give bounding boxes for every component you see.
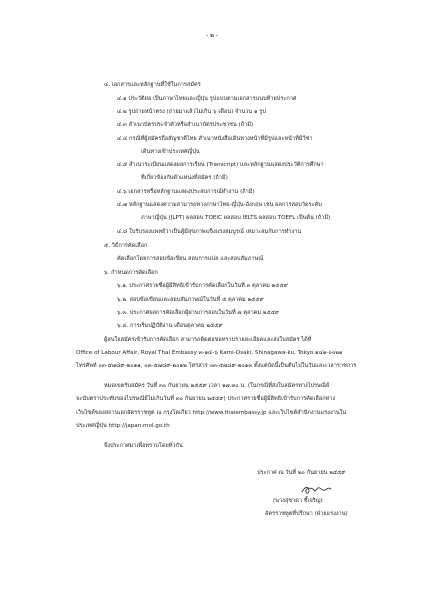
section-4-item: ๔.๖ เอกสารหรือหลักฐานแสดงประสบการณ์ทำงาน (ถ้ามี) <box>117 189 255 195</box>
signer-title: อัครราชทูตที่ปรึกษา (ฝ่ายแรงงาน) <box>265 511 348 517</box>
section-4-item: ๔.๓ สำเนาบัตรประจำตัวหรือสำเนาบัตรประชาชน (ถ้ามี) <box>117 122 254 128</box>
section-6-heading: ๖. กำหนดการคัดเลือก <box>104 270 158 276</box>
section-6-item: ๖.๓. ประกาศผลการคัดเลือกผู้ผ่านการสอบในวันที่ ๗ ตุลาคม ๒๕๕๙ <box>117 310 280 316</box>
paragraph-1-line: Office of Labour Affair, Royal Thai Embassy ๓-๑๔-๖ Kami-Osaki, Shinagawa-ku, Tokyo.๑๔๑-๐๐๒๑ <box>76 350 343 356</box>
closing-line: จึงประกาศมาเพื่อทราบโดยทั่วกัน <box>104 443 183 449</box>
section-6-item: ๖.๑. ประกาศรายชื่อผู้มีสิทธิเข้ารับการคัดเลือกในวันที่ ๓ ตุลาคม ๒๕๕๙ <box>117 283 288 289</box>
announce-date: ประกาศ ณ วันที่ ๒๐ กันยายน ๒๕๕๙ <box>257 470 346 476</box>
section-4-item: ๔.๕ สำเนาระเบียนแสดงผลการเรียน (Transcript) และหลักฐานแสดงประวัติการศึกษา <box>117 162 324 168</box>
section-4-item: ๔.๑ ประวัติย่อ เป็นภาษาไทยและญี่ปุ่น รูปแบบตามเอกสารแนบท้ายประกาศ <box>117 96 297 102</box>
section-5-heading: ๕. วิธีการคัดเลือก <box>104 243 148 249</box>
section-4-item-continued: ภาษาญี่ปุ่น (JLPT) ผลสอบ TOEIC ผลสอบ IELTS ผลสอบ TOEFL เป็นต้น (ถ้ามี) <box>141 215 331 221</box>
page-number: - ๒ - <box>205 32 219 39</box>
section-4-item-continued: ที่เกี่ยวข้องกับตำแหน่งที่สมัคร (ถ้ามี) <box>141 175 228 181</box>
paragraph-2-line: เว็บไซต์ของสถานเอกอัครราชทูต ณ กรุงโตเกียว http://www.thaiembassy.jp และเว็บไซต์สำนักงานแรงงานใน <box>76 410 347 416</box>
section-4-item: ๔.๔ กรณีที่ผู้สมัครถือสัญชาติไทย สำเนาหนังสือเดินทางหน้าที่มีรูปและหน้าที่มีวีซ่า <box>117 136 313 142</box>
section-4-item: ๔.๘ ใบรับรองแพทย์ว่าเป็นผู้มีสุขภาพแข็งแรงสมบูรณ์ เหมาะสมกับการทำงาน <box>117 229 302 235</box>
section-6-item: ๖.๔. การเริ่มปฏิบัติงาน เดือนตุลาคม ๒๕๕๙ <box>117 323 223 329</box>
paragraph-2-line: หมดเขตรับสมัคร วันที่ ๓๐ กันยายน ๒๕๕๙ เวลา ๑๗.๓๐ น. (ในกรณีที่ส่งใบสมัครทางไปรษณีย์ <box>104 383 330 389</box>
handwritten-signature <box>300 484 334 496</box>
section-4-item-continued: เดินทางเข้าประเทศญี่ปุ่น <box>141 149 200 155</box>
signer-name: (นางสุชาดา ชี้เจริญ) <box>273 498 323 504</box>
paragraph-1-line: โทรศัพท์ ๐๓-๕๗๘๙-๒๐๑๑, ๐๓-๕๗๘๙-๒๐๑๒ โทรสาร ๐๓-๕๗๘๙-๒๐๑๓ ตั้งแต่บัดนี้เป็นต้นไปในวันและเวลาราชการ <box>76 363 357 369</box>
paragraph-2-line: ประเทศญี่ปุ่น http://japan.mol.go.th <box>76 423 170 429</box>
section-6-item: ๖.๒. สอบข้อเขียนและสอบสัมภาษณ์ในวันที่ ๕ ตุลาคม ๒๕๕๙ <box>117 297 264 303</box>
section-4-heading: ๔. เอกสารและหลักฐานที่ใช้ในการสมัคร <box>104 82 201 88</box>
paragraph-1-line: ผู้สนใจสมัครเข้ารับการคัดเลือก สามารถติดต่อขอทราบรายละเอียดและส่งใบสมัคร ได้ที่ <box>104 337 312 343</box>
section-4-item: ๔.๗ หลักฐานแสดงความสามารถทางภาษาไทย-ญี่ปุ่น-อังกฤษ เช่น ผลการสอบวัดระดับ <box>117 202 322 208</box>
paragraph-2-line: จะนับตราประทับของไปรษณีย์ไม่เกินวันที่ ๓๐ กันยายน ๒๕๕๙) ประกาศรายชื่อผู้มีสิทธิเข้ารับการคัดเลือกทาง <box>76 396 336 402</box>
section-5-body: คัดเลือกโดยการสอบข้อเขียน สอบการแปล และสอบสัมภาษณ์ <box>117 256 264 262</box>
section-4-item: ๔.๒ รูปถ่ายหน้าตรง (ถ่ายมาแล้วไม่เกิน ๖ เดือน) จำนวน ๑ รูป <box>117 109 266 115</box>
